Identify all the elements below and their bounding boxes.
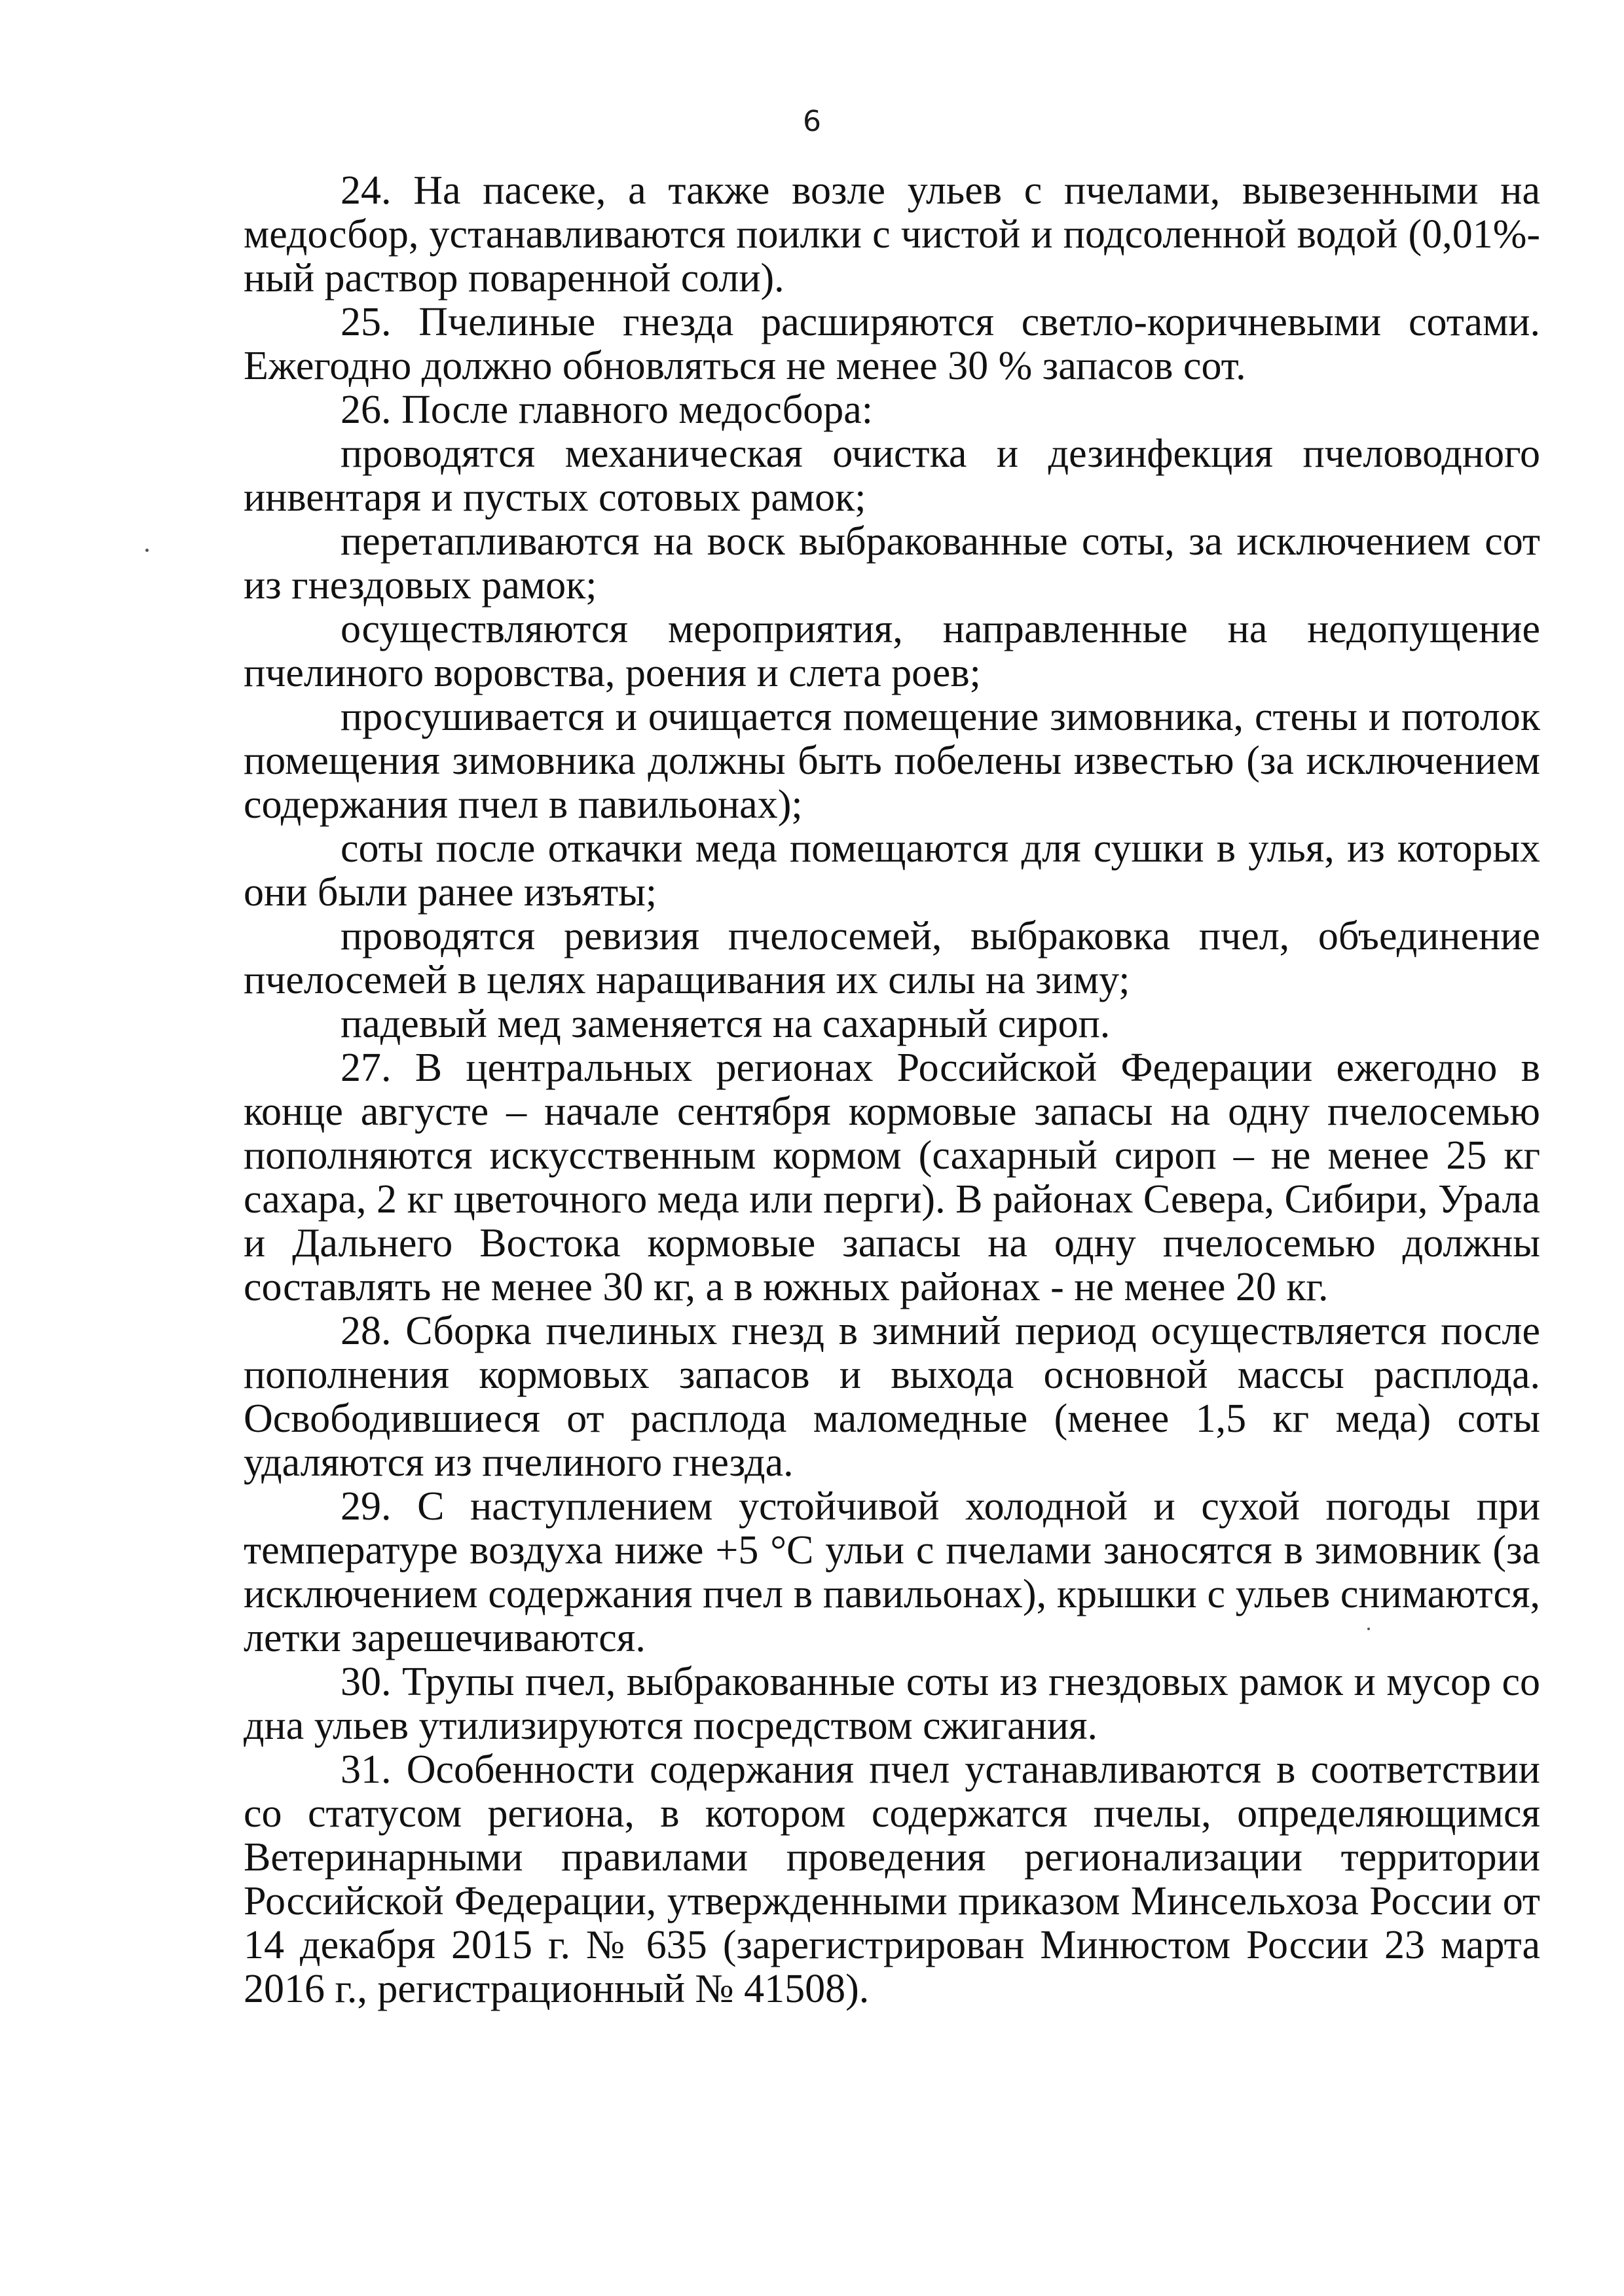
paragraph-31: 31. Особенности содержания пчел устанавливаются в соответствии со статусом региона, в котором содержатся пчелы, определяющимся Ветеринарными правилами проведения регионализации территории Российской Федерации, утвержденными приказом Минсельхоза России от 14 декабря 2015 г. № 635 (зарегистрирован Минюстом России 23 марта 2016 г., регистрационный № 41508). bbox=[244, 1747, 1540, 2011]
paragraph-26-item: осуществляются мероприятия, направленные на недопущение пчелиного воровства, роения и слета роев; bbox=[244, 607, 1540, 695]
paragraph-30: 30. Трупы пчел, выбракованные соты из гнездовых рамок и мусор со дна ульев утилизируются посредством сжигания. bbox=[244, 1660, 1540, 1748]
paragraph-26-item: проводятся механическая очистка и дезинфекция пчеловодного инвентаря и пустых сотовых рамок; bbox=[244, 431, 1540, 520]
paragraph-26: 26. После главного медосбора: bbox=[341, 388, 873, 432]
paragraph-25: 25. Пчелиные гнезда расширяются светло-коричневыми сотами. Ежегодно должно обновляться не менее 30 % запасов сот. bbox=[244, 300, 1540, 388]
paragraph-28: 28. Сборка пчелиных гнезд в зимний период осуществляется после пополнения кормовых запасов и выхода основной массы расплода. Освободившиеся от расплода маломедные (менее 1,5 кг меда) соты удаляются из пчелиного гнезда. bbox=[244, 1309, 1540, 1485]
paragraph-26-item: падевый мед заменяется на сахарный сироп. bbox=[341, 1002, 1111, 1046]
paragraph-24: 24. На пасеке, а также возле ульев с пчелами, вывезенными на медосбор, устанавливаются поилки с чистой и подсоленной водой (0,01%-ный раствор поваренной соли). bbox=[244, 168, 1540, 301]
paragraph-26-item: соты после откачки меда помещаются для сушки в улья, из которых они были ранее изъяты; bbox=[244, 826, 1540, 915]
document-body bbox=[244, 169, 1540, 2011]
paragraph-27: 27. В центральных регионах Российской Федерации ежегодно в конце августе – начале сентября кормовые запасы на одну пчелосемью пополняются искусственным кормом (сахарный сироп – не менее 25 кг сахара, 2 кг цветочного меда или перги). В районах Севера, Сибири, Урала и Дальнего Востока кормовые запасы на одну пчелосемью должны составлять не менее 30 кг, а в южных районах - не менее 20 кг. bbox=[244, 1046, 1540, 1309]
paragraph-26-item: просушивается и очищается помещение зимовника, стены и потолок помещения зимовника должны быть побелены известью (за исключением содержания пчел в павильонах); bbox=[244, 695, 1540, 827]
scan-speck bbox=[145, 549, 149, 552]
scan-speck bbox=[1367, 1628, 1370, 1630]
page-number: 6 bbox=[803, 105, 821, 138]
paragraph-29: 29. С наступлением устойчивой холодной и сухой погоды при температуре воздуха ниже +5 °С ульи с пчелами заносятся в зимовник (за исключением содержания пчел в павильонах), крышки с ульев снимаются, летки зарешечиваются. bbox=[244, 1484, 1540, 1660]
paragraph-26-item: перетапливаются на воск выбракованные соты, за исключением сот из гнездовых рамок; bbox=[244, 519, 1540, 608]
paragraph-26-item: проводятся ревизия пчелосемей, выбраковка пчел, объединение пчелосемей в целях наращивания их силы на зиму; bbox=[244, 914, 1540, 1002]
